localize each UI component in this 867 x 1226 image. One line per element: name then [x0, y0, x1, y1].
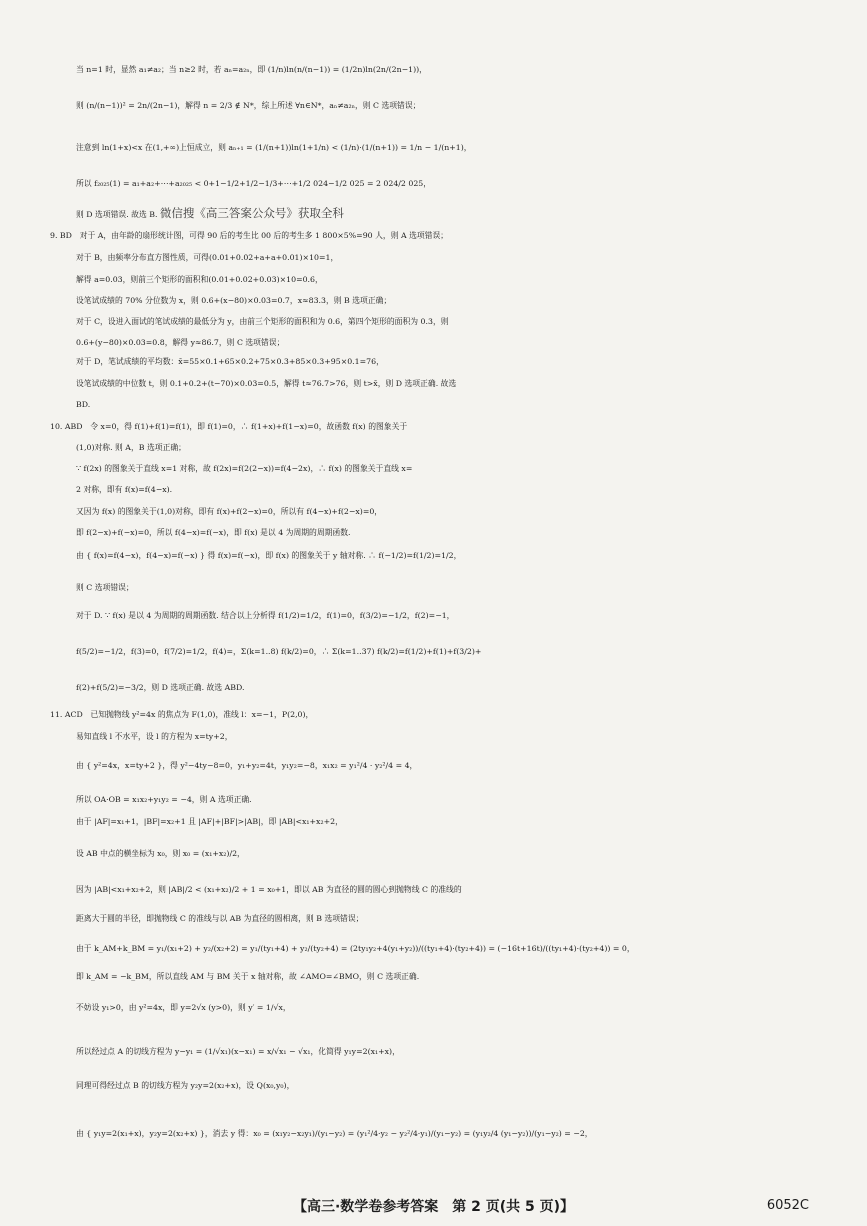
text-line: 由 { y₁y=2(x₁+x)，y₂y=2(x₂+x) }，消去 y 得：x₀ = (x₁y₂−x₂y₁)/(y₁−y₂) = (y₁²/4·y₂ − y₂²/4·y₁)/(y₁−y₂) = (y₁y₂/4 (y₁−y₂))/(y₁−y₂) = −2，: [76, 1129, 593, 1138]
text-line: BD.: [76, 400, 91, 409]
text-line: 2 对称，即有 f(x)=f(4−x).: [76, 485, 173, 494]
text-line: 当 n=1 时，显然 a₁≠a₂；当 n≥2 时，若 aₙ=a₂ₙ，即 (1/n)ln(n/(n−1)) = (1/2n)ln(2n/(2n−1))，: [76, 65, 427, 74]
text-line: 10. ABD 令 x=0，得 f(1)+f(1)=f(1)，即 f(1)=0，∴ f(1+x)+f(1−x)=0，故函数 f(x) 的图象关于: [50, 422, 408, 431]
text-line: 不妨设 y₁>0，由 y²=4x，即 y=2√x (y>0)，则 y′ = 1/√x，: [76, 1003, 291, 1012]
text-line: 设笔试成绩的中位数 t，则 0.1+0.2+(t−70)×0.03=0.5，解得 t≈76.7>76，则 t>x̄，则 D 选项正确. 故选: [76, 379, 457, 388]
text-line: 由于 k_AM+k_BM = y₁/(x₁+2) + y₂/(x₂+2) = y₁/(ty₁+4) + y₂/(ty₂+4) = (2ty₁y₂+4(y₁+y₂))/((ty₁+4)·(ty₂+4)) = (−16t+16t)/((ty₁+4)·(ty₂+4)) = 0，: [76, 944, 635, 953]
text-line: 所以经过点 A 的切线方程为 y−y₁ = (1/√x₁)(x−x₁) = x/√x₁ − √x₁，化简得 y₁y=2(x₁+x)，: [76, 1047, 400, 1056]
text-line: 易知直线 l 不水平，设 l 的方程为 x=ty+2，: [76, 732, 233, 741]
text-line: 则 C 选项错误；: [76, 583, 134, 592]
paper-code: 6052C: [766, 1198, 809, 1213]
page-footer: 【高三·数学卷参考答案 第 2 页(共 5 页)】: [292, 1199, 575, 1215]
text-line: 又因为 f(x) 的图象关于(1,0)对称，即有 f(x)+f(2−x)=0，所以有 f(4−x)+f(2−x)=0，: [76, 507, 383, 516]
text-line: 因为 |AB|<x₁+x₂+2，则 |AB|/2 < (x₁+x₂)/2 + 1 = x₀+1，即以 AB 为直径的圆的圆心到抛物线 C 的准线的: [76, 885, 462, 894]
text-line: ∵ f(2x) 的图象关于直线 x=1 对称，故 f(2x)=f(2(2−x))=f(4−2x)，∴ f(x) 的图象关于直线 x=: [76, 464, 413, 473]
text-line: 设笔试成绩的 70% 分位数为 x，则 0.6+(x−80)×0.03=0.7，x≈83.3，则 B 选项正确；: [76, 296, 392, 305]
text-line: 9. BD 对于 A，由年龄的扇形统计图，可得 90 后的考生比 00 后的考生多 1 800×5%=90 人，则 A 选项错误；: [50, 231, 449, 240]
text-line: f(2)+f(5/2)=−3/2，则 D 选项正确. 故选 ABD.: [76, 683, 245, 692]
text-line: (1,0)对称. 则 A，B 选项正确；: [76, 443, 186, 452]
text-line: 由于 |AF|=x₁+1，|BF|=x₂+1 且 |AF|+|BF|>|AB|，即 |AB|<x₁+x₂+2，: [76, 817, 343, 826]
text-line: 由 { f(x)=f(4−x)，f(4−x)=f(−x) } 得 f(x)=f(−x)，即 f(x) 的图象关于 y 轴对称. ∴ f(−1/2)=f(1/2)=1/2，: [76, 551, 462, 560]
text-line: 对于 D，笔试成绩的平均数：x̄=55×0.1+65×0.2+75×0.3+85×0.3+95×0.1=76，: [76, 357, 384, 366]
text-line: 即 k_AM = −k_BM，所以直线 AM 与 BM 关于 x 轴对称，故 ∠AMO=∠BMO，则 C 选项正确.: [76, 972, 420, 981]
text-line: 0.6+(y−80)×0.03=0.8，解得 y≈86.7，则 C 选项错误；: [76, 338, 285, 347]
text-line: f(5/2)=−1/2，f(3)=0，f(7/2)=1/2，f(4)=，Σ(k=1..8) f(k/2)=0，∴ Σ(k=1..37) f(k/2)=f(1/2)+f(1)+f(3/2)+: [76, 647, 482, 656]
text-line: 对于 B，由频率分布直方图性质，可得(0.01+0.02+a+a+0.01)×10=1，: [76, 253, 339, 262]
text-line: 设 AB 中点的横坐标为 x₀，则 x₀ = (x₁+x₂)/2，: [76, 849, 245, 858]
text-line: 对于 D. ∵ f(x) 是以 4 为周期的周期函数. 结合以上分析得 f(1/2)=1/2，f(1)=0，f(3/2)=−1/2，f(2)=−1，: [76, 611, 455, 620]
text-line: 解得 a=0.03，则前三个矩形的面积和(0.01+0.02+0.03)×10=0.6，: [76, 275, 323, 284]
text-line: 即 f(2−x)+f(−x)=0，所以 f(4−x)=f(−x)，即 f(x) 是以 4 为周期的周期函数.: [76, 528, 351, 537]
text-line: 由 { y²=4x，x=ty+2 }，得 y²−4ty−8=0，y₁+y₂=4t，y₁y₂=−8，x₁x₂ = y₁²/4 · y₂²/4 = 4，: [76, 761, 418, 770]
text-line: 所以 f₂₀₂₅(1) = a₁+a₂+⋯+a₂₀₂₅ < 0+1−1/2+1/2−1/3+⋯+1/2 024−1/2 025 = 2 024/2 025，: [76, 179, 432, 188]
text-line: 对于 C，设进入面试的笔试成绩的最低分为 y，由前三个矩形的面积和为 0.6，第四个矩形的面积为 0.3，则: [76, 317, 449, 326]
text-line: 距离大于圆的半径，即抛物线 C 的准线与以 AB 为直径的圆相离，则 B 选项错误；: [76, 914, 364, 923]
text-line: 则 D 选项错误. 故选 B. 微信搜《高三答案公众号》获取全科: [76, 206, 344, 220]
text-line: 则 (n/(n−1))² = 2n/(2n−1)，解得 n = 2/3 ∉ N*，综上所述 ∀n∈N*，aₙ≠a₂ₙ，则 C 选项错误；: [76, 101, 421, 110]
text-line: 同理可得经过点 B 的切线方程为 y₂y=2(x₂+x)，设 Q(x₀,y₀)，: [76, 1081, 295, 1090]
text-line: 所以 OA·OB = x₁x₂+y₁y₂ = −4，则 A 选项正确.: [76, 795, 252, 804]
text-line: 注意到 ln(1+x)<x 在(1,+∞)上恒成立，则 aₙ₊₁ = (1/(n+1))ln(1+1/n) < (1/n)·(1/(n+1)) = 1/n − 1/(n+1)，: [76, 143, 472, 152]
watermark: 微信搜《高三答案公众号》获取全科: [159, 206, 344, 220]
text-line: 11. ACD 已知抛物线 y²=4x 的焦点为 F(1,0)，准线 l：x=−1，P(2,0)，: [50, 710, 314, 719]
